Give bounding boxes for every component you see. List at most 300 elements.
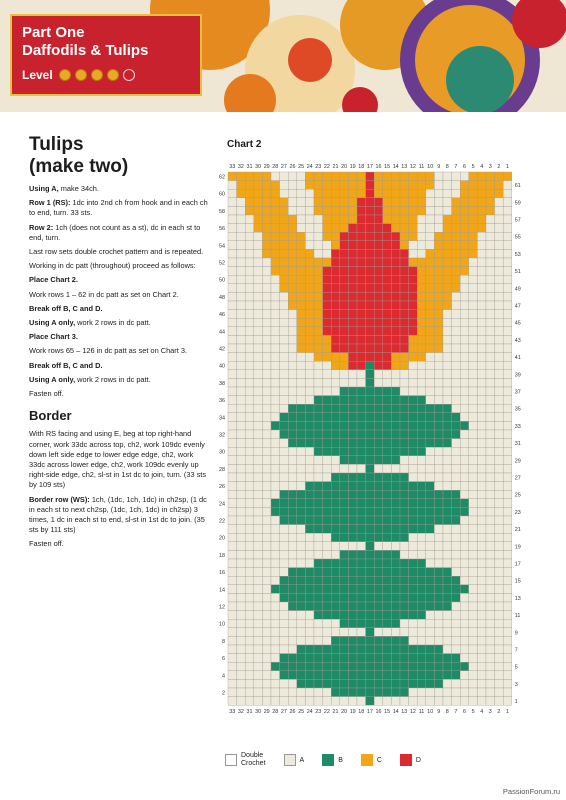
chart-cell: [434, 636, 443, 645]
chart-cell: [409, 619, 418, 628]
chart-cell: [288, 258, 297, 267]
chart-cell: [366, 413, 375, 422]
chart-cell: [323, 679, 332, 688]
chart-cell: [288, 378, 297, 387]
chart-cell: [477, 241, 486, 250]
chart-cell: [348, 172, 357, 181]
chart-cell: [271, 172, 280, 181]
chart-cell: [443, 275, 452, 284]
chart-cell: [245, 370, 254, 379]
chart-cell: [271, 516, 280, 525]
chart-cell: [280, 456, 289, 465]
chart-cell: [383, 516, 392, 525]
column-label-top: 19: [349, 164, 356, 170]
chart-cell: [348, 258, 357, 267]
chart-cell: [417, 318, 426, 327]
chart-cell: [305, 198, 314, 207]
chart-cell: [314, 387, 323, 396]
chart-cell: [288, 198, 297, 207]
chart-cell: [331, 215, 340, 224]
chart-cell: [477, 370, 486, 379]
chart-cell: [237, 189, 246, 198]
chart-cell: [495, 421, 504, 430]
row-label-left: 40: [219, 363, 225, 370]
chart-cell: [288, 275, 297, 284]
chart-cell: [452, 387, 461, 396]
chart-cell: [340, 533, 349, 542]
chart-cell: [314, 679, 323, 688]
chart-cell: [477, 636, 486, 645]
chart-cell: [503, 499, 512, 508]
chart-cell: [348, 335, 357, 344]
chart-cell: [366, 318, 375, 327]
chart-cell: [357, 456, 366, 465]
chart-cell: [374, 533, 383, 542]
chart-cell: [374, 335, 383, 344]
chart-cell: [254, 636, 263, 645]
chart-cell: [426, 249, 435, 258]
chart-cell: [426, 370, 435, 379]
chart-cell: [348, 593, 357, 602]
chart-cell: [477, 421, 486, 430]
chart-cell: [469, 361, 478, 370]
chart-cell: [417, 636, 426, 645]
chart-cell: [452, 292, 461, 301]
chart-cell: [323, 172, 332, 181]
column-label-bottom: 24: [306, 709, 313, 716]
chart-cell: [443, 507, 452, 516]
chart-cell: [486, 662, 495, 671]
chart-cell: [400, 241, 409, 250]
chart-cell: [280, 602, 289, 611]
chart-cell: [245, 611, 254, 620]
chart-cell: [495, 344, 504, 353]
chart-cell: [331, 344, 340, 353]
chart-cell: [280, 181, 289, 190]
column-label-bottom: 22: [323, 709, 330, 716]
chart-cell: [331, 396, 340, 405]
chart-cell: [495, 241, 504, 250]
chart-cell: [305, 507, 314, 516]
chart-cell: [400, 619, 409, 628]
chart-cell: [254, 602, 263, 611]
chart-cell: [495, 335, 504, 344]
instruction-paragraph: [29, 346, 209, 356]
chart-cell: [271, 310, 280, 319]
instruction-paragraph: [29, 429, 209, 490]
chart-cell: [495, 499, 504, 508]
chart-cell: [305, 636, 314, 645]
chart-cell: [357, 215, 366, 224]
chart-cell: [503, 482, 512, 491]
row-label-right: 37: [514, 389, 521, 396]
chart-cell: [503, 490, 512, 499]
chart-cell: [271, 413, 280, 422]
chart-cell: [280, 533, 289, 542]
chart-cell: [460, 456, 469, 465]
chart-cell: [314, 370, 323, 379]
chart-cell: [460, 396, 469, 405]
chart-cell: [323, 258, 332, 267]
chart-cell: [383, 628, 392, 637]
chart-cell: [237, 688, 246, 697]
chart-cell: [486, 335, 495, 344]
chart-cell: [477, 378, 486, 387]
chart-cell: [262, 645, 271, 654]
chart-cell: [443, 361, 452, 370]
chart-cell: [495, 679, 504, 688]
chart-cell: [426, 550, 435, 559]
column-label-top: 9: [437, 164, 441, 170]
chart-cell: [400, 439, 409, 448]
chart-cell: [426, 215, 435, 224]
chart-cell: [288, 370, 297, 379]
chart-cell: [314, 206, 323, 215]
chart-cell: [340, 267, 349, 276]
chart-cell: [314, 241, 323, 250]
chart-cell: [434, 353, 443, 362]
chart-cell: [383, 232, 392, 241]
border-instruction-list: [29, 429, 209, 549]
chart-cell: [271, 224, 280, 233]
chart-cell: [305, 284, 314, 293]
chart-cell: [434, 430, 443, 439]
chart-cell: [434, 482, 443, 491]
chart-cell: [460, 688, 469, 697]
chart-cell: [434, 181, 443, 190]
chart-cell: [426, 636, 435, 645]
chart-cell: [323, 585, 332, 594]
chart-cell: [323, 335, 332, 344]
chart-cell: [495, 327, 504, 336]
column-label-bottom: 19: [349, 709, 356, 716]
chart-cell: [237, 361, 246, 370]
chart-cell: [374, 267, 383, 276]
chart-cell: [237, 344, 246, 353]
chart-cell: [305, 318, 314, 327]
chart-cell: [443, 447, 452, 456]
chart-cell: [452, 516, 461, 525]
chart-cell: [477, 654, 486, 663]
chart-cell: [452, 267, 461, 276]
chart-cell: [305, 645, 314, 654]
chart-cell: [460, 645, 469, 654]
legend-item-c: [361, 754, 382, 766]
chart-cell: [262, 430, 271, 439]
chart-cell: [434, 645, 443, 654]
chart-cell: [262, 654, 271, 663]
chart-cell: [426, 482, 435, 491]
chart-cell: [460, 267, 469, 276]
row-label-right: 43: [514, 337, 521, 344]
chart-cell: [297, 636, 306, 645]
chart-cell: [486, 439, 495, 448]
chart-cell: [245, 576, 254, 585]
chart-cell: [426, 198, 435, 207]
chart-cell: [409, 636, 418, 645]
chart-cell: [460, 249, 469, 258]
chart-cell: [400, 576, 409, 585]
chart-cell: [417, 533, 426, 542]
chart-cell: [443, 490, 452, 499]
chart-cell: [331, 224, 340, 233]
chart-cell: [391, 353, 400, 362]
chart-cell: [271, 292, 280, 301]
chart-cell: [469, 499, 478, 508]
chart-cell: [288, 344, 297, 353]
instruction-paragraph: [29, 198, 209, 218]
chart-cell: [228, 181, 237, 190]
chart-cell: [417, 387, 426, 396]
chart-cell: [495, 258, 504, 267]
chart-cell: [305, 172, 314, 181]
chart-cell: [245, 645, 254, 654]
chart-cell: [357, 525, 366, 534]
chart-cell: [348, 688, 357, 697]
chart-cell: [331, 370, 340, 379]
chart-cell: [331, 301, 340, 310]
chart-cell: [237, 490, 246, 499]
chart-cell: [262, 507, 271, 516]
legend-label: C: [376, 756, 382, 764]
chart-cell: [323, 396, 332, 405]
legend-item-dc: [225, 752, 266, 768]
chart-cell: [417, 507, 426, 516]
chart-cell: [477, 318, 486, 327]
chart-cell: [357, 206, 366, 215]
chart-cell: [340, 344, 349, 353]
chart-cell: [366, 206, 375, 215]
chart-cell: [245, 224, 254, 233]
chart-cell: [314, 189, 323, 198]
chart-cell: [262, 636, 271, 645]
chart-cell: [400, 490, 409, 499]
title-box: [10, 14, 202, 96]
chart-cell: [348, 611, 357, 620]
chart-cell: [323, 241, 332, 250]
chart-cell: [323, 387, 332, 396]
chart-cell: [245, 318, 254, 327]
chart-cell: [305, 301, 314, 310]
chart-cell: [374, 353, 383, 362]
chart-cell: [417, 198, 426, 207]
chart-cell: [323, 344, 332, 353]
chart-cell: [469, 679, 478, 688]
chart-cell: [469, 576, 478, 585]
instruction-text: Work rows 1 – 62 in dc patt as set on Chart 2.: [29, 289, 179, 299]
chart-cell: [254, 267, 263, 276]
chart-cell: [237, 645, 246, 654]
chart-cell: [357, 421, 366, 430]
chart-cell: [503, 181, 512, 190]
chart-cell: [366, 344, 375, 353]
chart-cell: [357, 181, 366, 190]
chart-cell: [288, 292, 297, 301]
chart-cell: [228, 189, 237, 198]
chart-cell: [443, 215, 452, 224]
chart-cell: [262, 224, 271, 233]
row-label-right: 13: [514, 595, 521, 602]
chart-cell: [417, 439, 426, 448]
chart-cell: [495, 585, 504, 594]
chart-cell: [262, 172, 271, 181]
chart-cell: [280, 206, 289, 215]
chart-cell: [288, 206, 297, 215]
row-label-left: 14: [219, 587, 225, 594]
chart-cell: [271, 258, 280, 267]
chart-cell: [228, 688, 237, 697]
chart-cell: [288, 473, 297, 482]
chart-cell: [228, 499, 237, 508]
chart-cell: [460, 327, 469, 336]
chart-cell: [495, 181, 504, 190]
chart-cell: [254, 628, 263, 637]
chart-cell: [366, 189, 375, 198]
instruction-bold: Border row (WS):: [29, 494, 90, 504]
chart-cell: [477, 344, 486, 353]
chart-cell: [254, 662, 263, 671]
chart-cell: [495, 370, 504, 379]
chart-cell: [503, 671, 512, 680]
chart-cell: [280, 232, 289, 241]
chart-cell: [426, 619, 435, 628]
chart-cell: [417, 421, 426, 430]
chart-cell: [280, 473, 289, 482]
chart-cell: [340, 456, 349, 465]
chart-cell: [503, 654, 512, 663]
chart-cell: [323, 430, 332, 439]
chart-cell: [323, 353, 332, 362]
chart-cell: [486, 232, 495, 241]
column-label-top: 33: [229, 164, 236, 170]
chart-cell: [391, 679, 400, 688]
chart-cell: [383, 645, 392, 654]
chart-cell: [400, 499, 409, 508]
chart-cell: [374, 258, 383, 267]
chart-cell: [262, 619, 271, 628]
chart-cell: [374, 662, 383, 671]
chart-cell: [271, 593, 280, 602]
chart-cell: [245, 619, 254, 628]
chart-cell: [305, 576, 314, 585]
column-label-bottom: 9: [437, 709, 441, 716]
chart-cell: [280, 318, 289, 327]
chart-cell: [469, 413, 478, 422]
chart-cell: [426, 671, 435, 680]
chart-cell: [495, 318, 504, 327]
chart-cell: [357, 396, 366, 405]
chart-cell: [280, 198, 289, 207]
chart-cell: [262, 628, 271, 637]
chart-cell: [228, 327, 237, 336]
chart-cell: [443, 576, 452, 585]
chart-cell: [271, 602, 280, 611]
chart-cell: [452, 275, 461, 284]
chart-cell: [503, 318, 512, 327]
instruction-text: Fasten off.: [29, 539, 64, 549]
chart-cell: [443, 636, 452, 645]
chart-cell: [434, 671, 443, 680]
chart-cell: [400, 516, 409, 525]
chart-cell: [271, 189, 280, 198]
chart-cell: [495, 206, 504, 215]
chart-cell: [348, 679, 357, 688]
chart-cell: [245, 456, 254, 465]
chart-cell: [486, 619, 495, 628]
chart-cell: [469, 507, 478, 516]
chart-cell: [357, 679, 366, 688]
chart-cell: [357, 292, 366, 301]
chart-cell: [503, 619, 512, 628]
chart-cell: [426, 396, 435, 405]
chart-cell: [228, 284, 237, 293]
chart-cell: [297, 499, 306, 508]
chart-cell: [495, 353, 504, 362]
chart-cell: [228, 344, 237, 353]
chart-cell: [297, 490, 306, 499]
chart-cell: [503, 473, 512, 482]
chart-cell: [477, 525, 486, 534]
chart-cell: [434, 258, 443, 267]
chart-cell: [357, 318, 366, 327]
chart-cell: [443, 688, 452, 697]
chart-cell: [503, 413, 512, 422]
legend-swatch: [284, 754, 296, 766]
chart-cell: [495, 671, 504, 680]
chart-cell: [434, 602, 443, 611]
instruction-paragraph: [29, 361, 209, 371]
chart-cell: [245, 292, 254, 301]
chart-cell: [323, 215, 332, 224]
chart-cell: [305, 189, 314, 198]
chart-cell: [477, 275, 486, 284]
chart-cell: [417, 568, 426, 577]
chart-cell: [452, 344, 461, 353]
chart-cell: [417, 344, 426, 353]
chart-cell: [262, 258, 271, 267]
chart-cell: [460, 404, 469, 413]
chart-cell: [280, 396, 289, 405]
chart-cell: [374, 310, 383, 319]
chart-cell: [417, 619, 426, 628]
chart-cell: [460, 275, 469, 284]
chart-cell: [254, 232, 263, 241]
instruction-text: 1ch (does not count as a st), dc in each st to end, turn.: [29, 222, 201, 242]
chart-cell: [314, 284, 323, 293]
chart-cell: [452, 636, 461, 645]
chart-cell: [426, 387, 435, 396]
chart-cell: [271, 430, 280, 439]
chart-cell: [288, 267, 297, 276]
chart-cell: [400, 447, 409, 456]
chart-cell: [297, 198, 306, 207]
column-label-top: 16: [375, 164, 382, 170]
chart-cell: [383, 525, 392, 534]
chart-cell: [443, 602, 452, 611]
chart-cell: [383, 559, 392, 568]
chart-cell: [228, 645, 237, 654]
chart-cell: [271, 215, 280, 224]
chart-cell: [228, 662, 237, 671]
chart-cell: [409, 224, 418, 233]
chart-cell: [228, 241, 237, 250]
chart-cell: [426, 662, 435, 671]
chart-cell: [262, 361, 271, 370]
chart-cell: [426, 439, 435, 448]
row-label-left: 50: [219, 277, 225, 284]
instruction-bold: Row 2:: [29, 222, 54, 232]
chart-cell: [366, 559, 375, 568]
